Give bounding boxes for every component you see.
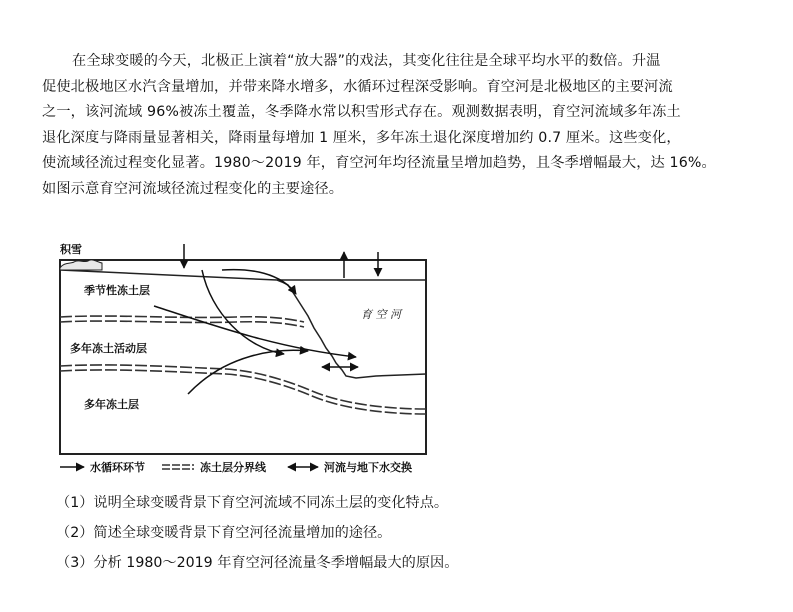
question-1: （1）说明全球变暖背景下育空河流域不同冻土层的变化特点。	[56, 495, 449, 511]
question-list	[56, 488, 458, 578]
legend-exchange: 河流与地下水交换	[324, 461, 412, 474]
interflow-arrow	[154, 306, 356, 357]
legend-water-cycle: 水循环环节	[90, 461, 145, 474]
passage-line: 之一，该河流域 96%被冻土覆盖，冬季降水常以积雪形式存在。观测数据表明，育空河流域多年冻土	[42, 104, 681, 121]
label-active-layer: 多年冻土活动层	[70, 342, 147, 355]
label-river: 育 空 河	[361, 308, 401, 321]
question-3: （3）分析 1980～2019 年育空河径流量冬季增幅最大的原因。	[56, 555, 459, 571]
runoff-diagram	[56, 238, 456, 478]
snow-pile	[60, 260, 102, 270]
passage-line: 退化深度与降雨量显著相关，降雨量每增加 1 厘米，多年冻土退化深度增加约 0.7 厘米。这些变化，	[42, 129, 681, 146]
legend-boundary: 冻土层分界线	[200, 461, 266, 474]
diagram-svg	[56, 238, 456, 478]
boundary-seasonal-2	[60, 321, 304, 327]
surface-runoff-arrow	[222, 270, 296, 294]
passage-line: 如图示意育空河流域径流过程变化的主要途径。	[42, 180, 344, 197]
question-2: （2）简述全球变暖背景下育空河径流量增加的途径。	[56, 525, 392, 541]
label-snow: 积雪	[60, 243, 82, 256]
passage	[42, 49, 754, 203]
passage-line: 使流域径流过程变化显著。1980～2019 年，育空河年均径流量呈增加趋势，且冬季增幅最大，达 16%。	[42, 155, 716, 172]
label-permafrost-layer: 多年冻土层	[84, 398, 139, 411]
label-seasonal-frozen-layer: 季节性冻土层	[84, 284, 150, 297]
passage-line: 在全球变暖的今天，北极正上演着“放大器”的戏法，其变化往往是全球平均水平的数倍。升温	[72, 53, 661, 69]
passage-line: 促使北极地区水汽含量增加，并带来降水增多，水循环过程深受影响。育空河是北极地区的主要河流	[42, 78, 673, 95]
